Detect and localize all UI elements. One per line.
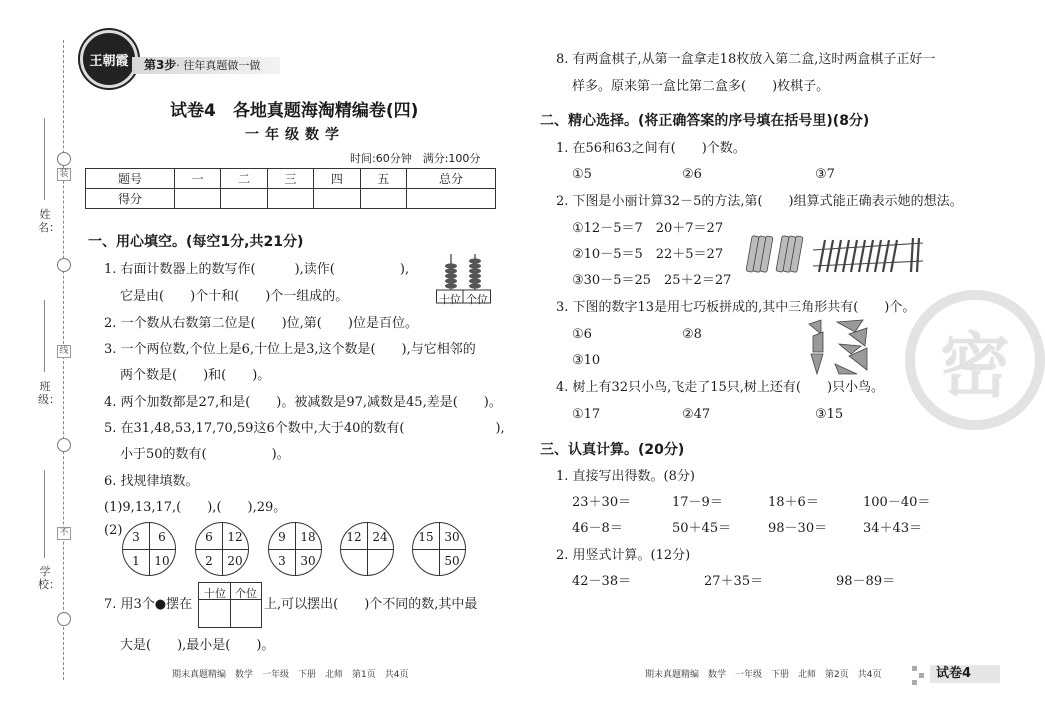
pattern-circle [122,522,176,576]
option[interactable]: ③30－5＝25 25＋2＝27 [572,273,732,288]
section-1-title: 一、用心填空。(每空1分,共21分) [88,234,304,250]
calc-item: 98－89＝ [836,574,896,589]
school-label: 学校： [38,565,60,591]
confidential-seal: 密 [905,290,1045,430]
name-label: 姓名： [38,208,60,234]
question-5-line-1: 5. 在31,48,53,17,70,59这6个数中,大于40的数有( ), [104,421,505,436]
score-cell: 题号 [86,169,175,189]
cut-mark: 装 [57,168,71,181]
option[interactable]: ②8 [682,327,702,342]
score-cell: 五 [360,169,406,189]
option[interactable]: ③7 [815,167,835,182]
score-cell: 总分 [406,169,495,189]
paper-subtitle: 一年级数学 [245,127,345,143]
footer-right: 期末真题精编 数学 一年级 下册 北师 第2页 共4页 [645,670,882,680]
option[interactable]: ③15 [815,407,844,422]
question-4: 4. 两个加数都是27,和是( )。被减数是97,减数是45,差是( )。 [104,395,502,410]
section-2-title: 二、精心选择。(将正确答案的序号填在括号里)(8分) [540,113,870,129]
calc-item: 98－30＝ [768,521,828,536]
pattern-circle [268,522,322,576]
score-table [85,168,496,209]
option[interactable]: ①6 [572,327,592,342]
score-input[interactable] [221,189,267,209]
decor-square [919,673,924,678]
calc-item: 27＋35＝ [704,574,764,589]
score-input[interactable] [267,189,313,209]
pv-ones-label: 个位 [235,587,257,600]
option[interactable]: ②10－5＝5 22＋5＝27 [572,247,724,262]
calc-question-1: 1. 直接写出得数。(8分) [556,469,695,484]
pattern-circle [340,522,394,576]
class-underline [44,300,45,372]
circle-value: 30 [300,554,316,568]
score-table-score-row [86,189,496,209]
step-banner [132,57,280,74]
score-cell: 一 [175,169,221,189]
time-info: 时间:60分钟 满分:100分 [350,152,481,165]
brand-logo: 王朝霞 [80,30,138,88]
calc-item: 23＋30＝ [572,495,632,510]
score-cell: 四 [314,169,360,189]
score-table-header-row [86,169,496,189]
step-text: · 往年真题做一做 [176,59,261,72]
circle-value: 50 [444,554,460,568]
calc-item: 100－40＝ [863,495,931,510]
circle-value: 18 [300,530,316,544]
circle-value: 6 [205,530,213,544]
question-7-line-2: 大是( ),最小是( )。 [120,638,275,653]
circle-value: 3 [132,530,140,544]
footer-left: 期末真题精编 数学 一年级 下册 北师 第1页 共4页 [172,670,409,680]
binding-hole [57,152,71,166]
circle-value: 12 [227,530,243,544]
question-8-line-2: 样多。原来第一盒比第二盒多( )枚棋子。 [572,79,830,94]
school-underline [44,470,45,558]
option[interactable]: ②47 [682,407,711,422]
choice-question-1: 1. 在56和63之间有( )个数。 [556,141,746,156]
calc-item: 18＋6＝ [768,495,819,510]
circle-value: 10 [154,554,170,568]
abacus-ones-label: 个位 [466,293,488,306]
circle-value: 15 [418,530,434,544]
section-3-title: 三、认真计算。(20分) [540,442,685,458]
step-number: 第3步 [144,58,177,72]
class-label: 班级： [38,380,60,406]
calc-item: 50＋45＝ [672,521,732,536]
decor-square [912,666,917,671]
choice-question-3: 3. 下图的数字13是用七巧板拼成的,其中三角形共有( )个。 [556,300,916,315]
name-underline [44,118,45,200]
question-1-line-1: 1. 右面计数器上的数写作( ),读作( ), [104,262,410,277]
option[interactable]: ③10 [572,353,601,368]
circle-value: 3 [278,554,286,568]
choice-question-2: 2. 下图是小丽计算32－5的方法,第( )组算式能正确表示她的想法。 [556,194,963,209]
circle-value: 9 [278,530,286,544]
decor-square [912,680,917,685]
option[interactable]: ①12－5＝7 20＋7＝27 [572,221,724,236]
circle-value: 1 [132,554,140,568]
circle-value: 6 [158,530,166,544]
question-6-part-1: (1)9,13,17,( ),( ),29。 [104,500,287,515]
binding-hole [57,438,71,452]
score-input[interactable] [175,189,221,209]
score-cell: 得分 [86,189,175,209]
score-input[interactable] [314,189,360,209]
place-value-chart [198,582,262,628]
binding-dash-line [63,40,64,680]
score-cell: 三 [267,169,313,189]
calc-item: 17－9＝ [672,495,723,510]
calc-question-2: 2. 用竖式计算。(12分) [556,548,691,563]
score-input[interactable] [360,189,406,209]
score-input[interactable] [406,189,495,209]
calc-item: 46－8＝ [572,521,623,536]
question-3-line-1: 3. 一个两位数,个位上是6,十位上是3,这个数是( ),与它相邻的 [104,342,476,357]
paper-title: 试卷4 各地真题海淘精编卷(四) [170,101,419,121]
calc-item: 34＋43＝ [863,521,923,536]
circle-value: 2 [205,554,213,568]
circle-value: 12 [346,530,362,544]
paper-tag: 试卷4 [930,665,1000,683]
question-8-line-1: 8. 有两盒棋子,从第一盒拿走18枚放入第二盒,这时两盒棋子正好一 [556,52,936,67]
choice-question-4: 4. 树上有32只小鸟,飞走了15只,树上还有( )只小鸟。 [556,380,885,395]
option[interactable]: ①17 [572,407,601,422]
option[interactable]: ①5 [572,167,592,182]
pattern-circle [412,522,466,576]
question-6-part-2: (2) [104,523,123,538]
calc-item: 42－38＝ [572,574,632,589]
cut-mark: 线 [57,345,71,358]
pattern-circle [195,522,249,576]
question-7-line-1-post: 上,可以摆出( )个不同的数,其中最 [264,597,478,612]
tangram-13-illustration [805,318,880,378]
circle-value: 20 [227,554,243,568]
abacus-tens-label: 十位 [439,293,461,306]
question-1-line-2: 它是由( )个十和( )个一组成的。 [120,289,349,304]
circle-value: 30 [444,530,460,544]
binding-hole [57,612,71,626]
question-5-line-2: 小于50的数有( )。 [120,447,290,462]
score-cell: 二 [221,169,267,189]
binding-hole [57,258,71,272]
question-2: 2. 一个数从右数第二位是( )位,第( )位是百位。 [104,316,418,331]
question-6: 6. 找规律填数。 [104,474,199,489]
counting-sticks-illustration [745,228,925,276]
counting-abacus [436,252,491,304]
question-7-line-1-pre: 7. 用3个●摆在 [104,597,193,612]
question-3-line-2: 两个数是( )和( )。 [120,368,271,383]
circle-value: 24 [372,530,388,544]
option[interactable]: ②6 [682,167,702,182]
pv-tens-label: 十位 [204,587,226,600]
cut-mark: 不 [57,527,71,540]
